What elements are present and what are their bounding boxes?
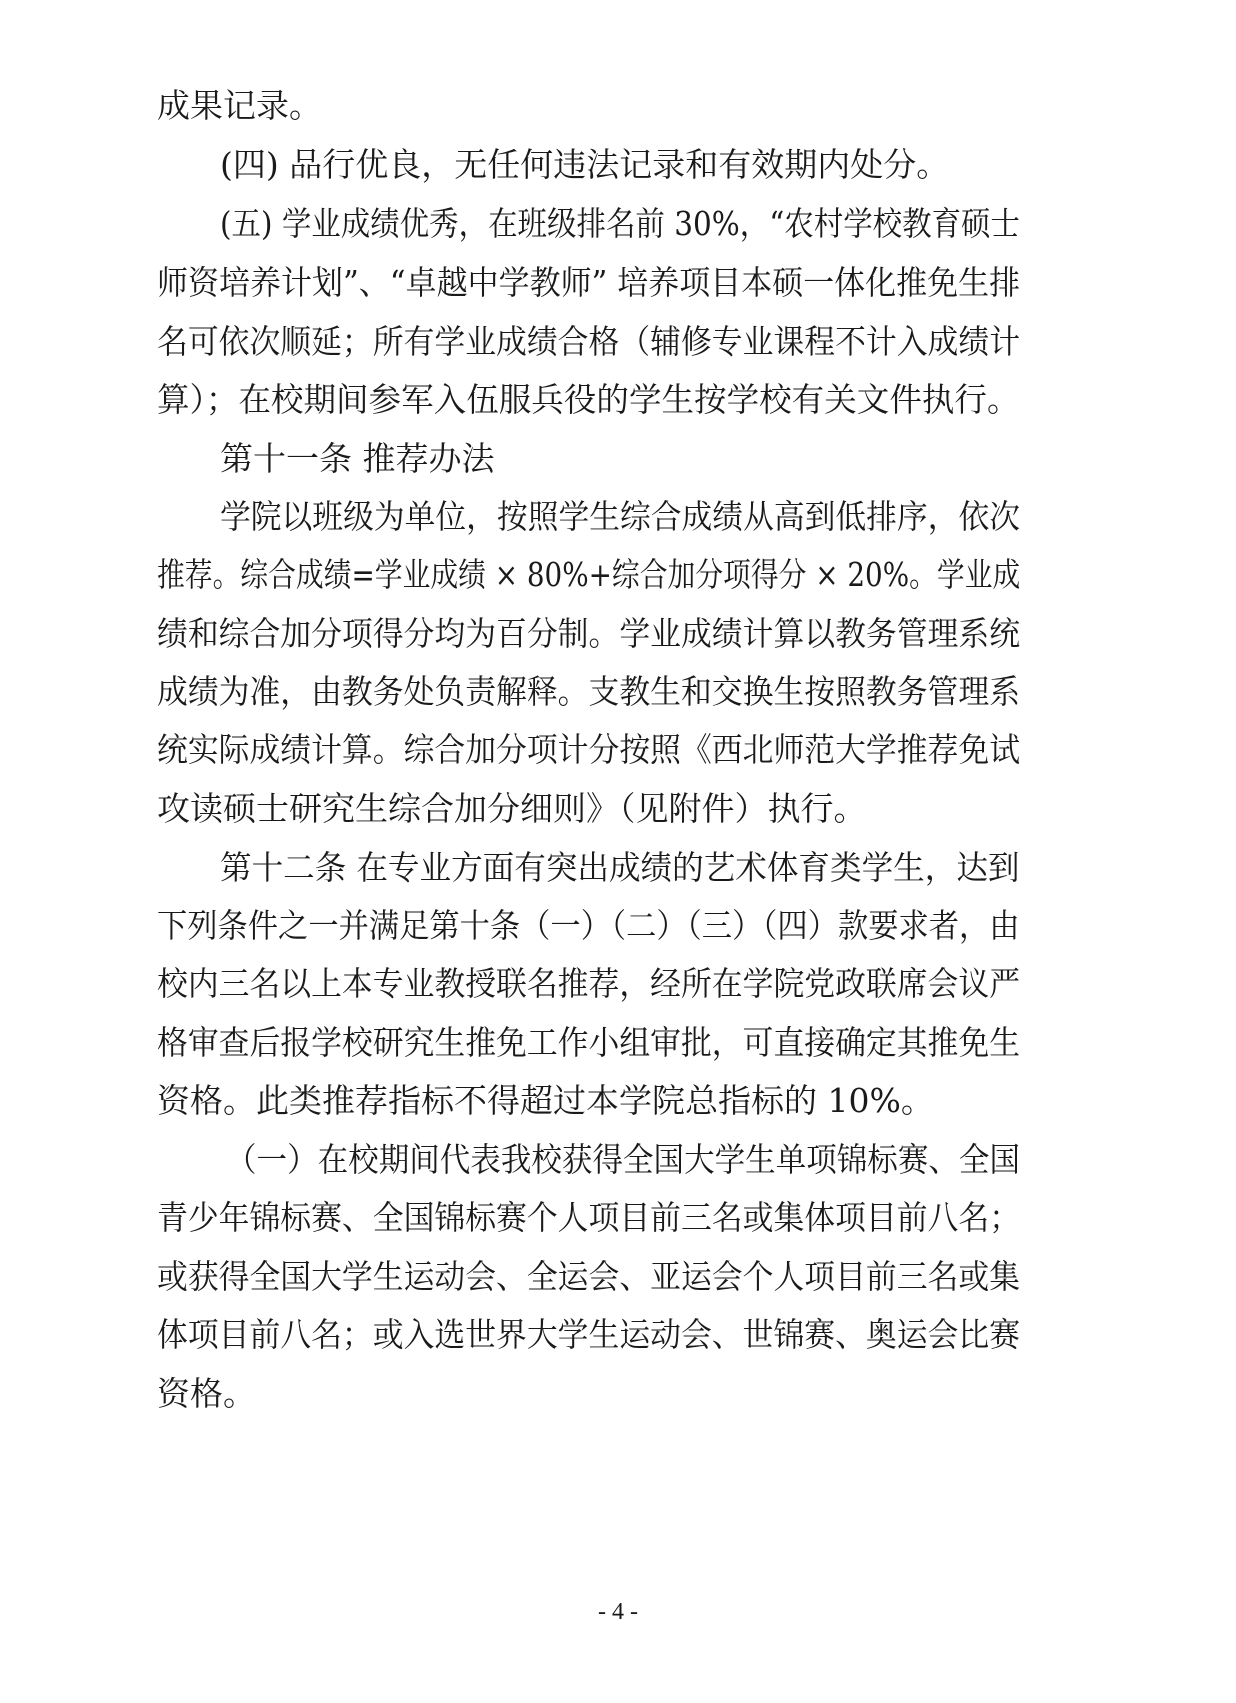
text-line-content: 成绩为准，由教务处负责解释。支教生和交换生按照教务管理系 <box>157 672 1021 711</box>
text-line <box>0 145 1236 185</box>
text-line-content: 绩和综合加分项得分均为百分制。学业成绩计算以教务管理系统 <box>157 614 1021 653</box>
text-line <box>0 1257 1236 1297</box>
text-line <box>0 789 1236 829</box>
text-line <box>0 1140 1236 1180</box>
text-line <box>0 439 1236 479</box>
text-line-content: 成果记录。 <box>157 86 322 125</box>
text-line <box>0 1023 1236 1063</box>
text-line-content: 下列条件之一并满足第十条（一）（二）（三）（四）款要求者，由 <box>157 906 1020 945</box>
text-line <box>0 322 1236 362</box>
text-line <box>0 86 1236 126</box>
text-line <box>0 497 1236 537</box>
page-number: - 4 - <box>598 1599 638 1625</box>
text-line <box>0 672 1236 712</box>
text-line-content: 推荐。综合成绩=学业成绩 × 80%+综合加分项得分 × 20%。学业成 <box>157 555 1021 594</box>
text-line <box>0 730 1236 770</box>
text-line-content: 算）；在校期间参军入伍服兵役的学生按学校有关文件执行。 <box>157 380 1020 419</box>
text-line-content: 第十二条 在专业方面有突出成绩的艺术体育类学生，达到 <box>220 848 1020 887</box>
text-line <box>0 263 1236 303</box>
text-line <box>0 1081 1236 1121</box>
text-line <box>0 204 1236 244</box>
text-line-content: 师资培养计划”、“卓越中学教师” 培养项目本硕一体化推免生排 <box>157 263 1021 302</box>
text-line <box>0 614 1236 654</box>
text-line <box>0 1374 1236 1414</box>
text-line-content: 或获得全国大学生运动会、全运会、亚运会个人项目前三名或集 <box>157 1257 1021 1296</box>
text-line-content: 体项目前八名；或入选世界大学生运动会、世锦赛、奥运会比赛 <box>157 1315 1021 1354</box>
text-line-content: 攻读硕士研究生综合加分细则》（见附件）执行。 <box>157 789 867 828</box>
text-line <box>0 906 1236 946</box>
text-line-content: (四) 品行优良，无任何违法记录和有效期内处分。 <box>220 145 950 184</box>
text-line <box>0 380 1236 420</box>
text-line-content: 第十一条 推荐办法 <box>220 439 495 478</box>
text-line-content: 资格。 <box>157 1374 256 1413</box>
text-line <box>0 1315 1236 1355</box>
text-line-content: 统实际成绩计算。综合加分项计分按照《西北师范大学推荐免试 <box>157 730 1021 769</box>
text-line <box>0 848 1236 888</box>
text-line <box>0 964 1236 1004</box>
text-line <box>0 555 1236 595</box>
text-line-content: (五) 学业成绩优秀，在班级排名前 30%，“农村学校教育硕士 <box>220 204 1020 243</box>
text-line-content: 青少年锦标赛、全国锦标赛个人项目前三名或集体项目前八名； <box>157 1198 1021 1237</box>
text-line-content: 格审查后报学校研究生推免工作小组审批，可直接确定其推免生 <box>157 1023 1021 1062</box>
text-line-content: 校内三名以上本专业教授联名推荐，经所在学院党政联席会议严 <box>157 964 1021 1003</box>
text-line-content: 资格。此类推荐指标不得超过本学院总指标的 10%。 <box>157 1081 934 1120</box>
text-line-content: （一）在校期间代表我校获得全国大学生单项锦标赛、全国 <box>226 1140 1020 1179</box>
text-line-content: 学院以班级为单位，按照学生综合成绩从高到低排序，依次 <box>220 497 1020 536</box>
text-line <box>0 1198 1236 1238</box>
text-line-content: 名可依次顺延；所有学业成绩合格（辅修专业课程不计入成绩计 <box>157 322 1021 361</box>
